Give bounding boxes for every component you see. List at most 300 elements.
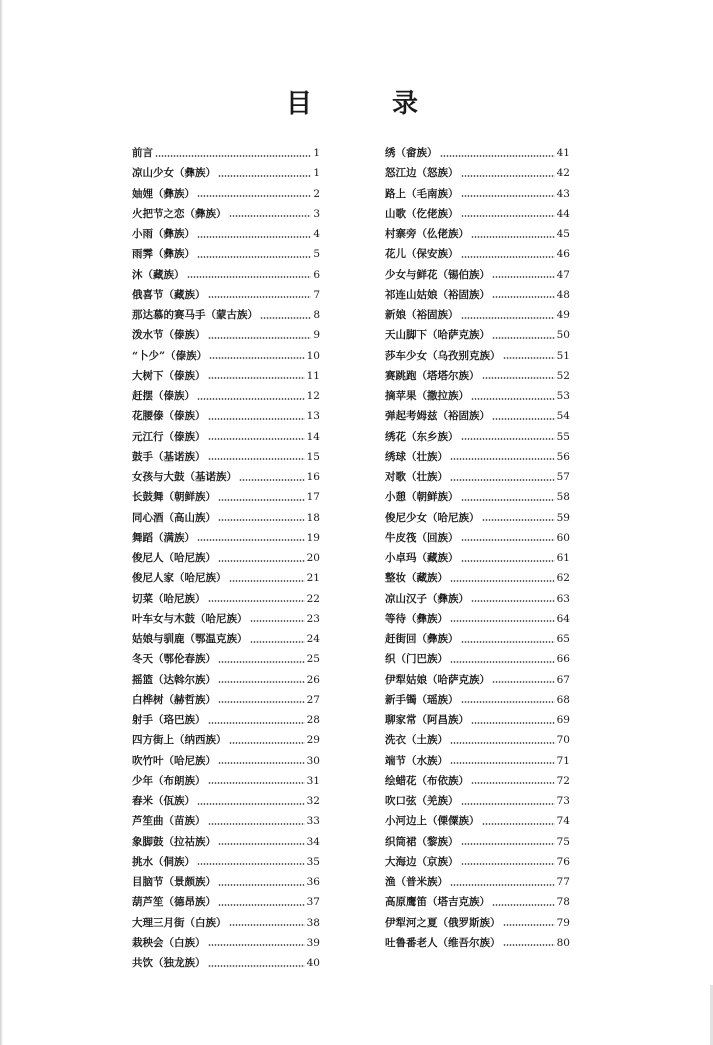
toc-entry-title: 叶车女与木鼓（哈尼族） <box>132 612 248 625</box>
dot-leader <box>461 863 555 865</box>
dot-leader <box>208 377 305 379</box>
toc-entry-page: 21 <box>306 572 320 585</box>
dot-leader <box>471 600 555 602</box>
toc-entry-page: 30 <box>306 754 320 767</box>
toc-entry[interactable] <box>385 629 570 649</box>
toc-entry-page: 76 <box>556 855 570 868</box>
toc-entry-title: 妯娌（彝族） <box>132 187 195 200</box>
dot-leader <box>229 580 305 582</box>
dot-leader <box>482 519 555 521</box>
toc-entry[interactable] <box>132 427 320 447</box>
toc-entry-page: 66 <box>556 653 570 666</box>
toc-entry-title: 织筒裙（黎族） <box>385 835 459 848</box>
toc-entry[interactable] <box>132 892 320 912</box>
toc-entry-page: 29 <box>306 734 320 747</box>
toc-entry-title: 大理三月街（白族） <box>132 916 227 929</box>
dot-leader <box>208 944 305 946</box>
toc-entry-title: 莎车少女（乌孜别克族） <box>385 349 501 362</box>
toc-entry[interactable] <box>132 568 320 588</box>
toc-entry-page: 70 <box>556 734 570 747</box>
toc-entry-title: 舂米（佤族） <box>132 795 195 808</box>
dot-leader <box>218 762 305 764</box>
toc-entry-page: 6 <box>313 268 320 281</box>
dot-leader <box>482 823 555 825</box>
toc-entry-title: 姑娘与驯鹿（鄂温克族） <box>132 633 248 646</box>
toc-entry[interactable] <box>385 872 570 892</box>
toc-entry-title: 山歌（仡佬族） <box>385 207 459 220</box>
toc-entry[interactable] <box>385 609 570 629</box>
toc-entry-page: 44 <box>556 207 570 220</box>
dot-leader <box>450 742 555 744</box>
dot-leader <box>239 479 305 481</box>
dot-leader <box>208 823 305 825</box>
toc-entry[interactable] <box>385 427 570 447</box>
toc-entry-title: 新手镯（瑶族） <box>385 693 459 706</box>
toc-entry[interactable] <box>385 913 570 933</box>
toc-entry[interactable] <box>385 710 570 730</box>
toc-entry[interactable] <box>385 224 570 244</box>
toc-entry-page: 3 <box>313 207 320 220</box>
toc-entry-title: 象脚鼓（拉祜族） <box>132 835 216 848</box>
toc-entry-page: 58 <box>556 491 570 504</box>
toc-entry[interactable] <box>385 244 570 264</box>
dot-leader <box>450 458 555 460</box>
dot-leader <box>503 357 555 359</box>
dot-leader <box>461 438 555 440</box>
dot-leader <box>450 580 555 582</box>
toc-entry-page: 9 <box>313 329 320 342</box>
toc-entry-page: 31 <box>306 774 320 787</box>
toc-entry-page: 8 <box>313 309 320 322</box>
dot-leader <box>450 762 555 764</box>
toc-entry-title: 祁连山姑娘（裕固族） <box>385 288 490 301</box>
toc-entry[interactable] <box>385 548 570 568</box>
toc-entry[interactable] <box>385 811 570 831</box>
dot-leader <box>208 600 305 602</box>
toc-entry-title: 女孩与大鼓（基诺族） <box>132 471 237 484</box>
toc-entry[interactable] <box>385 366 570 386</box>
toc-entry[interactable] <box>132 933 320 953</box>
toc-entry-title: 整妆（藏族） <box>385 572 448 585</box>
toc-entry[interactable] <box>385 325 570 345</box>
toc-entry-title: 天山脚下（哈萨克族） <box>385 329 490 342</box>
toc-entry-page: 41 <box>556 147 570 160</box>
toc-entry-page: 48 <box>556 288 570 301</box>
toc-entry-title: 雨霁（彝族） <box>132 248 195 261</box>
toc-entry-page: 15 <box>306 450 320 463</box>
toc-entry-page: 1 <box>313 147 320 160</box>
toc-entry-title: 凉山少女（彝族） <box>132 167 216 180</box>
toc-entry-title: 射手（珞巴族） <box>132 714 206 727</box>
dot-leader <box>197 539 305 541</box>
toc-entry[interactable] <box>132 406 320 426</box>
dot-leader <box>492 276 555 278</box>
toc-entry-page: 52 <box>556 369 570 382</box>
toc-entry[interactable] <box>385 730 570 750</box>
toc-entry[interactable] <box>385 852 570 872</box>
toc-entry-title: 花腰傣（傣族） <box>132 410 206 423</box>
toc-entry-page: 77 <box>556 876 570 889</box>
toc-entry-title: 吹竹叶（哈尼族） <box>132 754 216 767</box>
toc-entry-title: 挑水（侗族） <box>132 855 195 868</box>
toc-entry-page: 25 <box>306 653 320 666</box>
dot-leader <box>229 742 305 744</box>
dot-leader <box>218 519 305 521</box>
toc-entry-title: 高原鹰笛（塔吉克族） <box>385 896 490 909</box>
dot-leader <box>229 215 312 217</box>
toc-entry[interactable] <box>132 751 320 771</box>
toc-entry[interactable] <box>385 690 570 710</box>
toc-entry-page: 65 <box>556 633 570 646</box>
toc-entry-title: 赶摆（傣族） <box>132 390 195 403</box>
toc-entry-page: 74 <box>556 815 570 828</box>
toc-entry[interactable] <box>385 487 570 507</box>
toc-entry[interactable] <box>385 528 570 548</box>
toc-entry-page: 22 <box>306 592 320 605</box>
title-char-2: 录 <box>392 89 419 119</box>
toc-right-column <box>385 143 570 953</box>
dot-leader <box>197 236 311 238</box>
toc-entry[interactable] <box>132 730 320 750</box>
dot-leader <box>461 499 555 501</box>
toc-entry[interactable] <box>385 649 570 669</box>
toc-entry-title: 共饮（独龙族） <box>132 957 206 970</box>
toc-entry[interactable] <box>385 184 570 204</box>
toc-entry-page: 27 <box>306 693 320 706</box>
toc-entry-title: 小雨（彝族） <box>132 228 195 241</box>
toc-entry[interactable] <box>132 204 320 224</box>
toc-entry-page: 36 <box>306 876 320 889</box>
toc-entry[interactable] <box>132 487 320 507</box>
toc-entry-title: 小河边上（傈僳族） <box>385 815 480 828</box>
dot-leader <box>197 256 311 258</box>
dot-leader <box>208 458 305 460</box>
toc-entry-title: 栽秧会（白族） <box>132 936 206 949</box>
dot-leader <box>208 418 305 420</box>
dot-leader <box>461 175 555 177</box>
toc-entry[interactable] <box>385 447 570 467</box>
toc-entry[interactable] <box>132 832 320 852</box>
dot-leader <box>187 276 312 278</box>
toc-entry[interactable] <box>385 204 570 224</box>
toc-entry-page: 60 <box>556 531 570 544</box>
toc-entry[interactable] <box>385 791 570 811</box>
toc-entry-title: 绘蜡花（布依族） <box>385 774 469 787</box>
toc-entry-page: 62 <box>556 572 570 585</box>
dot-leader <box>503 944 555 946</box>
toc-entry-page: 64 <box>556 612 570 625</box>
dot-leader <box>450 620 555 622</box>
toc-entry-title: 吐鲁番老人（维吾尔族） <box>385 936 501 949</box>
toc-entry-page: 69 <box>556 714 570 727</box>
toc-entry-title: 花儿（保安族） <box>385 248 459 261</box>
toc-entry[interactable] <box>132 143 320 163</box>
toc-entry[interactable] <box>385 406 570 426</box>
toc-entry-page: 10 <box>306 349 320 362</box>
toc-entry-title: 摇篮（达斡尔族） <box>132 673 216 686</box>
toc-entry[interactable] <box>385 285 570 305</box>
toc-entry[interactable] <box>132 852 320 872</box>
toc-entry[interactable] <box>132 366 320 386</box>
dot-leader <box>218 843 305 845</box>
toc-entry[interactable] <box>385 892 570 912</box>
dot-leader <box>218 681 305 683</box>
toc-entry-page: 12 <box>306 390 320 403</box>
toc-entry-page: 56 <box>556 450 570 463</box>
toc-entry-title: 鼓手（基诺族） <box>132 450 206 463</box>
toc-entry-title: 摘苹果（撒拉族） <box>385 390 469 403</box>
toc-entry-page: 16 <box>306 471 320 484</box>
toc-entry-page: 49 <box>556 309 570 322</box>
toc-entry-title: 俄喜节（藏族） <box>132 288 206 301</box>
toc-entry-page: 19 <box>306 531 320 544</box>
dot-leader <box>218 701 305 703</box>
toc-entry-title: 葫芦笙（德昂族） <box>132 896 216 909</box>
title-char-1: 目 <box>286 89 313 119</box>
toc-entry-title: 渔（普米族） <box>385 876 448 889</box>
dot-leader <box>461 317 555 319</box>
toc-entry[interactable] <box>132 305 320 325</box>
page-title <box>0 86 713 126</box>
dot-leader <box>250 641 305 643</box>
toc-entry-title: 俊尼人（哈尼族） <box>132 552 216 565</box>
toc-entry-page: 63 <box>556 592 570 605</box>
toc-entry[interactable] <box>132 548 320 568</box>
toc-entry-page: 53 <box>556 390 570 403</box>
toc-entry[interactable] <box>132 447 320 467</box>
dot-leader <box>218 884 305 886</box>
dot-leader <box>197 398 305 400</box>
toc-entry-title: 元江行（傣族） <box>132 430 206 443</box>
toc-entry-page: 72 <box>556 774 570 787</box>
page-edge-shadow <box>0 0 3 1045</box>
toc-entry-page: 32 <box>306 795 320 808</box>
toc-entry[interactable] <box>132 771 320 791</box>
dot-leader <box>260 317 311 319</box>
toc-entry-page: 7 <box>313 288 320 301</box>
dot-leader <box>440 155 555 157</box>
toc-entry[interactable] <box>132 872 320 892</box>
toc-entry[interactable] <box>132 649 320 669</box>
dot-leader <box>218 175 311 177</box>
dot-leader <box>471 398 555 400</box>
toc-entry-title: 弹起考姆兹（裕固族） <box>385 410 490 423</box>
toc-entry[interactable] <box>385 933 570 953</box>
toc-entry[interactable] <box>385 771 570 791</box>
dot-leader <box>218 661 305 663</box>
toc-entry-page: 43 <box>556 187 570 200</box>
toc-entry-page: 39 <box>306 936 320 949</box>
toc-entry-title: 织（门巴族） <box>385 653 448 666</box>
toc-entry[interactable] <box>132 163 320 183</box>
toc-entry-page: 13 <box>306 410 320 423</box>
toc-entry-page: 14 <box>306 430 320 443</box>
toc-entry-page: 4 <box>313 228 320 241</box>
dot-leader <box>218 499 305 501</box>
toc-entry[interactable] <box>132 386 320 406</box>
toc-entry-page: 37 <box>306 896 320 909</box>
toc-entry-page: 17 <box>306 491 320 504</box>
toc-entry-title: 牛皮筏（回族） <box>385 531 459 544</box>
toc-entry-title: 聊家常（阿昌族） <box>385 714 469 727</box>
toc-left-column <box>132 143 320 973</box>
toc-entry-title: 赛跳跑（塔塔尔族） <box>385 369 480 382</box>
dot-leader <box>492 418 555 420</box>
dot-leader <box>197 195 311 197</box>
toc-entry-page: 78 <box>556 896 570 909</box>
toc-entry-page: 42 <box>556 167 570 180</box>
toc-entry[interactable] <box>385 751 570 771</box>
toc-entry-title: 小卓玛（藏族） <box>385 552 459 565</box>
dot-leader <box>209 357 305 359</box>
toc-entry[interactable] <box>132 710 320 730</box>
toc-entry-page: 40 <box>306 957 320 970</box>
toc-entry[interactable] <box>385 163 570 183</box>
toc-entry-page: 61 <box>556 552 570 565</box>
toc-entry-page: 51 <box>556 349 570 362</box>
toc-entry-page: 34 <box>306 835 320 848</box>
dot-leader <box>250 620 305 622</box>
toc-entry[interactable] <box>132 528 320 548</box>
toc-entry-title: 对歌（壮族） <box>385 471 448 484</box>
dot-leader <box>461 560 555 562</box>
toc-entry[interactable] <box>132 589 320 609</box>
toc-entry-title: 赶街回（彝族） <box>385 633 459 646</box>
toc-entry[interactable] <box>385 143 570 163</box>
dot-leader <box>450 884 555 886</box>
toc-entry-title: 目脑节（景颇族） <box>132 876 216 889</box>
toc-entry-page: 59 <box>556 511 570 524</box>
toc-entry-title: 洗衣（土族） <box>385 734 448 747</box>
dot-leader <box>471 722 555 724</box>
toc-entry[interactable] <box>385 670 570 690</box>
dot-leader <box>197 803 305 805</box>
toc-entry-page: 55 <box>556 430 570 443</box>
dot-leader <box>229 924 305 926</box>
dot-leader <box>450 661 555 663</box>
toc-entry-title: 泼水节（傣族） <box>132 329 206 342</box>
toc-entry[interactable] <box>385 346 570 366</box>
toc-entry[interactable] <box>132 670 320 690</box>
toc-entry-title: 火把节之恋（彝族） <box>132 207 227 220</box>
toc-entry[interactable] <box>132 791 320 811</box>
dot-leader <box>503 924 555 926</box>
dot-leader <box>218 560 305 562</box>
dot-leader <box>471 236 555 238</box>
toc-entry[interactable] <box>385 568 570 588</box>
toc-entry-title: 切菜（哈尼族） <box>132 592 206 605</box>
toc-entry[interactable] <box>385 467 570 487</box>
dot-leader <box>197 863 305 865</box>
dot-leader <box>482 377 555 379</box>
dot-leader <box>461 641 555 643</box>
dot-leader <box>208 438 305 440</box>
toc-entry-title: 吹口弦（羌族） <box>385 795 459 808</box>
toc-entry-page: 2 <box>313 187 320 200</box>
toc-entry[interactable] <box>132 913 320 933</box>
toc-entry-page: 24 <box>306 633 320 646</box>
dot-leader <box>471 782 555 784</box>
toc-entry-title: 那达慕的赛马手（蒙古族） <box>132 309 258 322</box>
toc-entry-page: 20 <box>306 552 320 565</box>
toc-entry[interactable] <box>132 811 320 831</box>
toc-entry[interactable] <box>132 953 320 973</box>
toc-entry-title: 伊犁姑娘（哈萨克族） <box>385 673 490 686</box>
dot-leader <box>492 904 555 906</box>
toc-entry-title: 俊尼人家（哈尼族） <box>132 572 227 585</box>
toc-entry-page: 28 <box>306 714 320 727</box>
toc-entry-page: 80 <box>556 936 570 949</box>
dot-leader <box>208 965 305 967</box>
toc-entry[interactable] <box>385 589 570 609</box>
toc-entry[interactable] <box>132 346 320 366</box>
toc-entry-page: 54 <box>556 410 570 423</box>
toc-entry[interactable] <box>132 609 320 629</box>
toc-entry-page: 47 <box>556 268 570 281</box>
toc-entry-page: 46 <box>556 248 570 261</box>
toc-entry-title: 绣球（壮族） <box>385 450 448 463</box>
toc-entry[interactable] <box>132 184 320 204</box>
dot-leader <box>461 843 555 845</box>
toc-entry-title: 白桦树（赫哲族） <box>132 693 216 706</box>
toc-entry-title: 冬天（鄂伦春族） <box>132 653 216 666</box>
toc-entry-page: 1 <box>313 167 320 180</box>
toc-entry-title: 前言 <box>132 147 153 160</box>
toc-entry[interactable] <box>132 265 320 285</box>
toc-entry[interactable] <box>385 386 570 406</box>
toc-entry-page: 33 <box>306 815 320 828</box>
toc-entry-title: 村寨旁（仫佬族） <box>385 228 469 241</box>
toc-entry-title: 芦笙曲（苗族） <box>132 815 206 828</box>
toc-entry[interactable] <box>132 690 320 710</box>
toc-entry[interactable] <box>385 832 570 852</box>
toc-entry-title: 舞蹈（满族） <box>132 531 195 544</box>
toc-entry-title: 绣花（东乡族） <box>385 430 459 443</box>
dot-leader <box>461 215 555 217</box>
toc-entry[interactable] <box>132 325 320 345</box>
toc-entry-page: 45 <box>556 228 570 241</box>
toc-entry[interactable] <box>385 508 570 528</box>
dot-leader <box>208 782 305 784</box>
toc-entry-page: 67 <box>556 673 570 686</box>
toc-entry-title: 四方街上（纳西族） <box>132 734 227 747</box>
toc-entry-page: 68 <box>556 693 570 706</box>
toc-entry[interactable] <box>132 285 320 305</box>
dot-leader <box>492 681 555 683</box>
toc-entry[interactable] <box>385 265 570 285</box>
toc-entry[interactable] <box>132 224 320 244</box>
toc-entry-title: 长鼓舞（朝鲜族） <box>132 491 216 504</box>
dot-leader <box>461 539 555 541</box>
toc-entry-title: 大树下（傣族） <box>132 369 206 382</box>
toc-entry-title: 大海边（京族） <box>385 855 459 868</box>
toc-entry[interactable] <box>132 467 320 487</box>
toc-entry-page: 26 <box>306 673 320 686</box>
toc-entry[interactable] <box>132 629 320 649</box>
toc-entry-page: 79 <box>556 916 570 929</box>
toc-entry[interactable] <box>132 244 320 264</box>
toc-entry[interactable] <box>132 508 320 528</box>
toc-entry-page: 18 <box>306 511 320 524</box>
dot-leader <box>461 195 555 197</box>
toc-entry-title: 俊尼少女（哈尼族） <box>385 511 480 524</box>
toc-entry-title: 少年（布朗族） <box>132 774 206 787</box>
toc-entry-title: 等待（彝族） <box>385 612 448 625</box>
toc-entry-title: 小憩（朝鲜族） <box>385 491 459 504</box>
dot-leader <box>218 904 305 906</box>
toc-entry[interactable] <box>385 305 570 325</box>
toc-entry-title: 端节（水族） <box>385 754 448 767</box>
